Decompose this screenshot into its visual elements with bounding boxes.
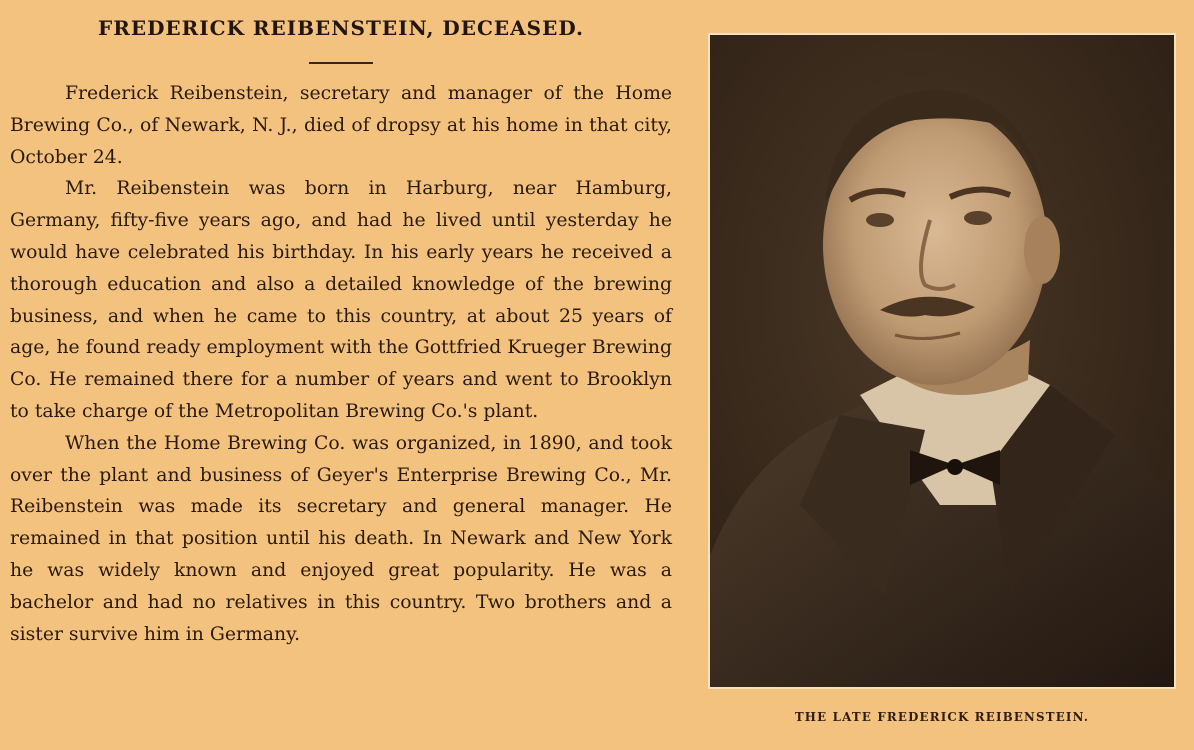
article-column: [10, 12, 672, 650]
article-paragraph-2: Mr. Reibenstein was born in Harburg, near Hamburg, Germany, fifty-five years ago, and had he lived until yesterday he would have celebrated his birthday. In his early years he received a thorough education and also a detailed knowledge of the brewing business, and when he came to this country, at about 25 years of age, he found ready employment with the Gottfried Krueger Brewing Co. He remained there for a number of years and went to Brooklyn to take charge of the Metropolitan Brewing Co.'s plant.: [10, 178, 672, 422]
portrait-caption: THE LATE FREDERICK REIBENSTEIN.: [794, 710, 1090, 724]
headline: FREDERICK REIBENSTEIN, DECEASED.: [98, 16, 584, 40]
portrait-photo: [708, 33, 1176, 689]
article-paragraph-3: When the Home Brewing Co. was organized, in 1890, and took over the plant and business of Geyer's Enterprise Brewing Co., Mr. Reibenstein was made its secretary and general manager. He remained in that position until his death. In Newark and New York he was widely known and enjoyed great popularity. He was a bachelor and had no relatives in this country. Two brothers and a sister survive him in Germany.: [10, 432, 672, 645]
portrait-illustration: [710, 35, 1174, 687]
article-paragraph-1: Frederick Reibenstein, secretary and manager of the Home Brewing Co., of Newark, N. J., died of dropsy at his home in that city, October 24.: [10, 83, 672, 168]
headline-divider: [309, 62, 373, 64]
